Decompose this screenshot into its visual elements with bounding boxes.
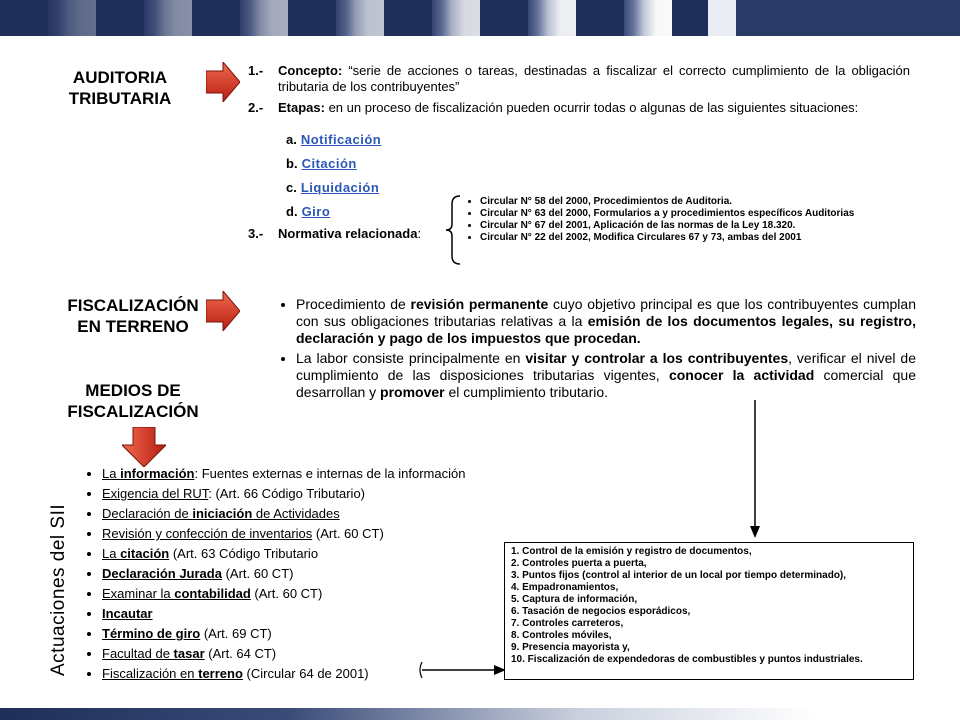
fiscalizacion-heading-line1: FISCALIZACIÓN <box>67 296 199 315</box>
auditoria-arrow-icon <box>206 62 240 102</box>
control-item: 3. Puntos fijos (control al interior de un local por tiempo determinado), <box>511 570 847 581</box>
actuacion-item: • Término de giro (Art. 69 CT) <box>102 624 546 644</box>
actuacion-item: • Facultad de tasar (Art. 64 CT) <box>102 644 546 664</box>
control-item: 4. Empadronamientos, <box>511 582 619 593</box>
stage-item: d. Giro <box>286 204 331 219</box>
fiscalizacion-heading-line2: EN TERRENO <box>77 317 189 336</box>
fiscalizacion-arrow-icon <box>206 291 240 331</box>
control-item: 2. Controles puerta a puerta, <box>511 558 647 569</box>
medios-heading <box>48 380 218 422</box>
medios-down-arrow-icon <box>122 427 166 467</box>
giro-link[interactable]: Giro <box>301 204 331 219</box>
bottom-banner <box>0 708 960 720</box>
notificacion-link[interactable]: Notificación <box>300 132 382 147</box>
liquidacion-link[interactable]: Liquidación <box>300 180 380 195</box>
top-banner-block <box>708 0 960 36</box>
stage-item: a. Notificación <box>286 132 382 147</box>
item1-text: “serie de acciones o tareas, destinadas a fiscalizar el correcto cumplimiento de la obligación tributaria de los contribuyentes” <box>278 63 910 94</box>
auditoria-item1 <box>248 63 910 95</box>
item2-number: 2.- <box>248 100 264 115</box>
actuaciones-vertical-title: Actuaciones del SII <box>48 503 69 676</box>
auditoria-item3 <box>248 226 421 242</box>
control-item: 7. Controles carreteros, <box>511 618 624 629</box>
fiscalizacion-heading <box>48 295 218 337</box>
actuacion-item: • Fiscalización en terreno (Circular 64 de 2001) <box>102 664 546 684</box>
stage-item: b. Citación <box>286 156 357 171</box>
actuacion-item: • La citación (Art. 63 Código Tributario <box>102 544 546 564</box>
auditoria-item2 <box>248 100 910 116</box>
control-item: 5. Captura de información, <box>511 594 638 605</box>
control-item: 8. Controles móviles, <box>511 630 612 641</box>
item2-label: Etapas: <box>278 100 325 115</box>
connector-arrow-icon <box>748 400 762 540</box>
controls-box <box>504 542 914 680</box>
control-item: 6. Tasación de negocios esporádicos, <box>511 606 691 617</box>
actuacion-item: • Declaración Jurada (Art. 60 CT) <box>102 564 546 584</box>
top-banner-gap <box>708 0 736 36</box>
circular-item: • Circular N° 63 del 2000, Formularios a y procedimientos específicos Auditorias <box>480 208 906 220</box>
actuacion-item: • Incautar <box>102 604 546 624</box>
fiscalizacion-terreno-arrow-icon <box>418 660 506 680</box>
fiscalizacion-text <box>280 296 916 404</box>
circulars-list <box>466 196 906 244</box>
fiscalizacion-bullet-2: • La labor consiste principalmente en visitar y controlar a los contribuyentes, verificar el nivel de cumplimiento de las disposiciones tributarias vigentes, conocer la actividad comercial que desarrollan y promover el cumplimiento tributario. <box>296 350 916 401</box>
item2-text: en un proceso de fiscalización pueden ocurrir todas o algunas de las siguientes situaciones: <box>324 100 859 115</box>
actuaciones-list <box>86 464 546 684</box>
actuacion-item: • La información: Fuentes externas e internas de la información <box>102 464 546 484</box>
medios-heading-line2: FISCALIZACIÓN <box>67 402 199 421</box>
auditoria-heading <box>60 67 180 109</box>
circular-item: • Circular N° 58 del 2000, Procedimientos de Auditoria. <box>480 196 906 208</box>
control-item: 10. Fiscalización de expendedoras de combustibles y puntos industriales. <box>511 654 863 665</box>
circulars-brace-icon <box>444 194 462 266</box>
medios-heading-line1: MEDIOS DE <box>85 381 181 400</box>
auditoria-heading-line2: TRIBUTARIA <box>68 89 172 108</box>
item1-number: 1.- <box>248 63 264 78</box>
actuacion-item: • Revisión y confección de inventarios (Art. 60 CT) <box>102 524 546 544</box>
stage-item: c. Liquidación <box>286 180 380 195</box>
control-item: 9. Presencia mayorista y, <box>511 642 630 653</box>
stages-list <box>286 128 381 224</box>
auditoria-heading-line1: AUDITORIA <box>72 68 168 87</box>
actuacion-item: • Declaración de iniciación de Actividades <box>102 504 546 524</box>
control-item: 1. Control de la emisión y registro de documentos, <box>511 546 752 557</box>
citacion-link[interactable]: Citación <box>301 156 357 171</box>
fiscalizacion-bullet-1: • Procedimiento de revisión permanente cuyo objetivo principal es que los contribuyentes cumplan con sus obligaciones tributarias relativas a la emisión de los documentos legales, su registro, declaración y pago de los impuestos que procedan. <box>296 296 916 347</box>
actuacion-item: • Exigencia del RUT: (Art. 66 Código Tributario) <box>102 484 546 504</box>
item3-label: Normativa relacionada <box>278 226 418 241</box>
actuacion-item: • Examinar la contabilidad (Art. 60 CT) <box>102 584 546 604</box>
item3-colon: : <box>417 226 422 241</box>
item3-number: 3.- <box>248 226 264 241</box>
circular-item: • Circular N° 67 del 2001, Aplicación de las normas de la Ley 18.320. <box>480 220 906 232</box>
item1-label: Concepto: <box>278 63 343 78</box>
circular-item: • Circular N° 22 del 2002, Modifica Circulares 67 y 73, ambas del 2001 <box>480 232 906 244</box>
